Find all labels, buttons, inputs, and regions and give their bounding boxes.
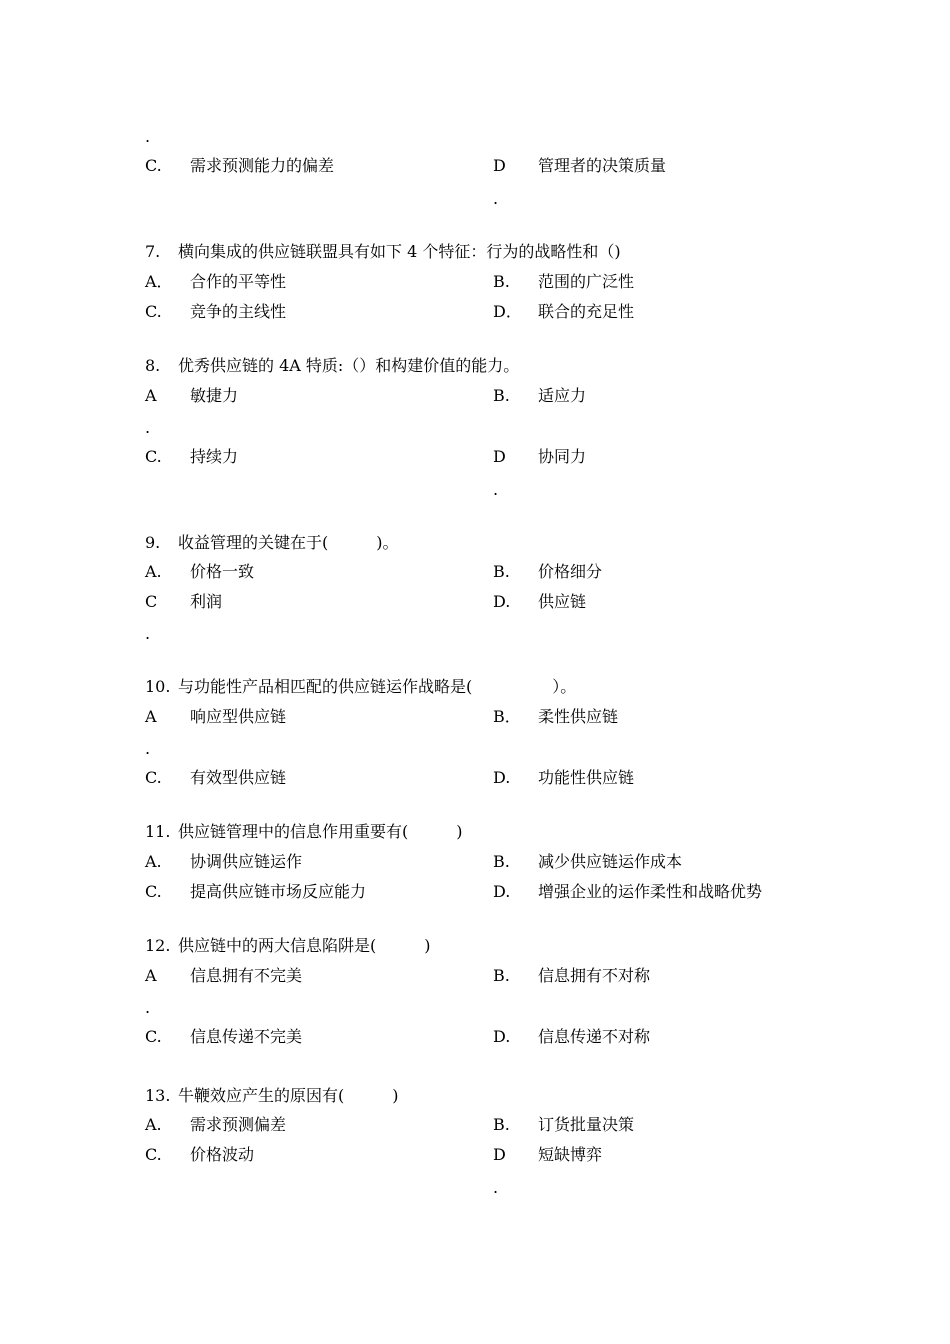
option-label: D．	[493, 302, 522, 321]
option-text: 功能性供应链	[538, 768, 635, 787]
question-number: 9.	[145, 533, 161, 552]
option-label: D.	[493, 1027, 511, 1046]
option-label: C.	[145, 1145, 162, 1164]
option-label: D	[493, 447, 506, 466]
option-label: C.	[145, 156, 162, 175]
option-text: 信息传递不对称	[538, 1027, 651, 1046]
option-text: 协调供应链运作	[190, 852, 303, 871]
option-label: .	[145, 739, 151, 758]
question-text: 供应链管理中的信息作用重要有( )	[178, 822, 463, 841]
option-label: D.	[493, 882, 511, 901]
option-label: D	[493, 1145, 506, 1164]
option-label: B.	[493, 272, 510, 291]
option-label: .	[145, 127, 151, 146]
option-label: B.	[493, 386, 510, 405]
option-label: .	[145, 624, 151, 643]
question-number: 13.	[145, 1086, 171, 1105]
option-text: 敏捷力	[190, 386, 239, 405]
option-text: 范围的广泛性	[538, 272, 635, 291]
question-number: 10.	[145, 677, 171, 696]
option-label: .	[145, 998, 151, 1017]
option-text: 增强企业的运作柔性和战略优势	[538, 882, 763, 901]
option-label: A	[145, 386, 157, 405]
question-text: 牛鞭效应产生的原因有( )	[178, 1086, 399, 1105]
option-label: .	[493, 1178, 499, 1197]
option-text: 竞争的主线性	[190, 302, 287, 321]
question-number: 11.	[145, 822, 171, 841]
option-text: 管理者的决策质量	[538, 156, 667, 175]
question-text: 优秀供应链的 4A 特质:（）和构建价值的能力。	[178, 356, 520, 375]
option-label: B.	[493, 852, 510, 871]
option-label: D	[493, 156, 506, 175]
question-text: 横向集成的供应链联盟具有如下 4 个特征：行为的战略性和（)	[178, 242, 621, 261]
option-label: A.	[145, 852, 162, 871]
option-text: 供应链	[538, 592, 587, 611]
option-text: 持续力	[190, 447, 239, 466]
option-label: C.	[145, 768, 162, 787]
option-text: 柔性供应链	[538, 707, 619, 726]
option-label: A.	[145, 562, 162, 581]
option-label: C	[145, 592, 158, 611]
option-text: 协同力	[538, 447, 587, 466]
option-text: 价格细分	[538, 562, 603, 581]
question-number: 12.	[145, 936, 171, 955]
option-label: .	[145, 418, 151, 437]
option-text: 订货批量决策	[538, 1115, 635, 1134]
option-label: A	[145, 966, 157, 985]
option-label: C.	[145, 1027, 162, 1046]
option-label: B．	[493, 707, 521, 726]
option-label: C.	[145, 302, 162, 321]
option-text: 联合的充足性	[538, 302, 635, 321]
option-label: A.	[145, 1115, 162, 1134]
option-text: 信息拥有不完美	[190, 966, 303, 985]
question-text: 收益管理的关键在于( )。	[178, 533, 399, 552]
option-text: 需求预测偏差	[190, 1115, 287, 1134]
option-text: 需求预测能力的偏差	[190, 156, 335, 175]
option-text: 提高供应链市场反应能力	[190, 882, 367, 901]
option-label: C.	[145, 447, 162, 466]
option-text: 信息传递不完美	[190, 1027, 303, 1046]
option-text: 信息拥有不对称	[538, 966, 651, 985]
option-text: 减少供应链运作成本	[538, 852, 683, 871]
option-text: 有效型供应链	[190, 768, 287, 787]
option-text: 响应型供应链	[190, 707, 287, 726]
question-text: 与功能性产品相匹配的供应链运作战略是( ）。	[178, 677, 577, 696]
option-label: D.	[493, 768, 511, 787]
option-label: D.	[493, 592, 511, 611]
option-label: A．	[145, 272, 173, 291]
option-label: B.	[493, 1115, 510, 1134]
option-label: C.	[145, 882, 162, 901]
option-text: 适应力	[538, 386, 587, 405]
option-text: 短缺博弈	[538, 1145, 603, 1164]
question-text: 供应链中的两大信息陷阱是( )	[178, 936, 431, 955]
question-number: 7.	[145, 242, 161, 261]
option-text: 合作的平等性	[190, 272, 287, 291]
option-text: 利润	[190, 592, 223, 611]
option-label: B.	[493, 562, 510, 581]
option-text: 价格波动	[190, 1145, 255, 1164]
option-label: .	[493, 480, 499, 499]
option-text: 价格一致	[190, 562, 255, 581]
option-label: A	[145, 707, 157, 726]
option-label: B.	[493, 966, 510, 985]
question-number: 8.	[145, 356, 161, 375]
option-label: .	[493, 189, 499, 208]
